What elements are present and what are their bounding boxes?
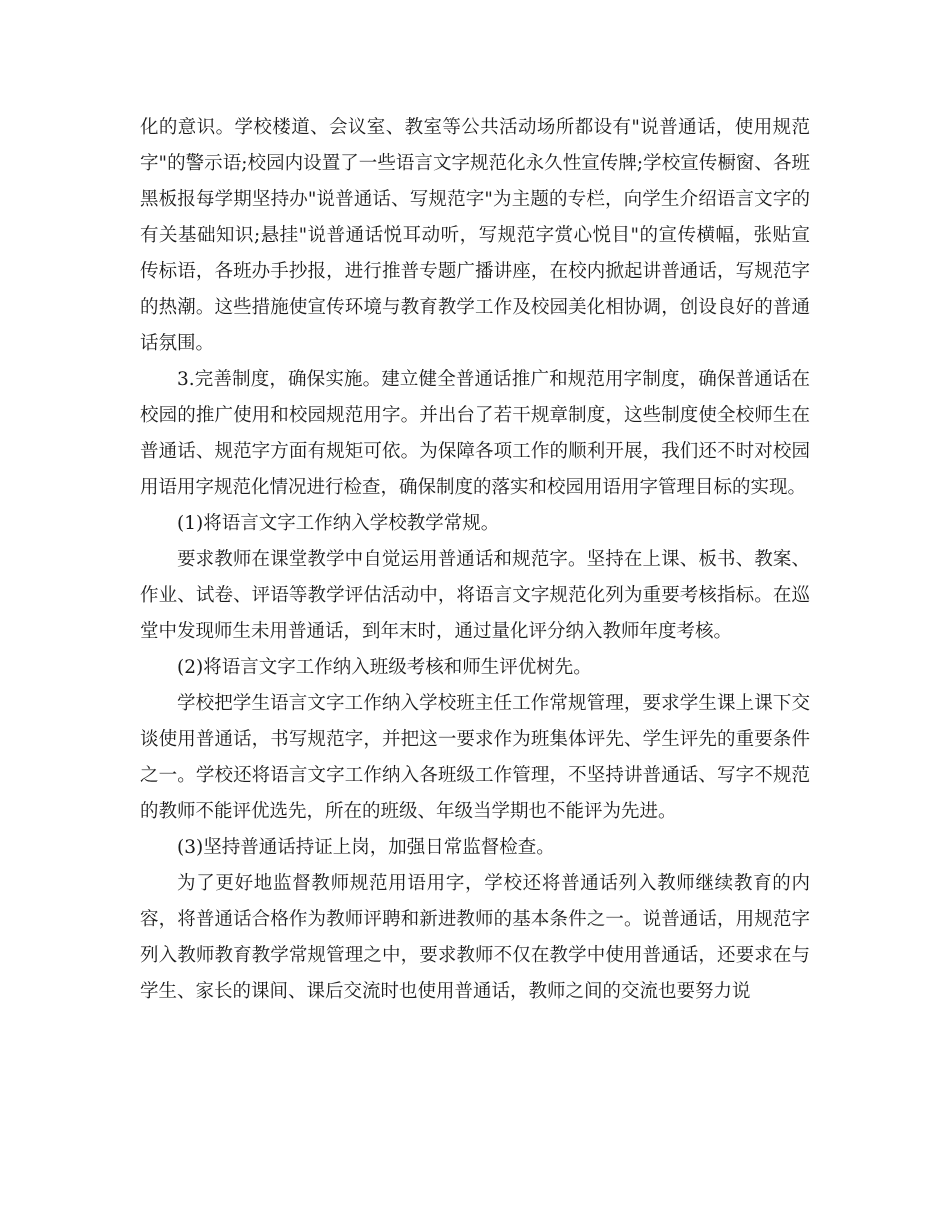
subheading-class-assessment: (2)将语言文字工作纳入班级考核和师生评优树先。 [177, 657, 592, 678]
paragraph-supervision: 为了更好地监督教师规范用语用字，学校还将普通话列入教师继续教育的内容，将普通话合格作为教师评聘和新进教师的基本条件之一。说普通话，用规范字列入教师教育教学常规管理之中，要求教师不仅在教学中使用普通话，还要求在与学生、家长的课间、课后交流时也使用普通话，教师之间的交流也要努力说 [140, 873, 810, 1002]
document-page [140, 110, 810, 1010]
subheading-teaching-routine: (1)将语言文字工作纳入学校教学常规。 [177, 513, 500, 534]
paragraph-improve-system: 3.完善制度，确保实施。建立健全普通话推广和规范用字制度，确保普通话在校园的推广使用和校园规范用字。并出台了若干规章制度，这些制度使全校师生在普通话、规范字方面有规矩可依。为保障各项工作的顺利开展，我们还不时对校园用语用字规范化情况进行检查，确保制度的落实和校园用语用字管理目标的实现。 [140, 369, 810, 498]
paragraph-teacher-requirements: 要求教师在课堂教学中自觉运用普通话和规范字。坚持在上课、板书、教案、作业、试卷、评语等教学评估活动中，将语言文字规范化列为重要考核指标。在巡堂中发现师生未用普通话，到年末时，通过量化评分纳入教师年度考核。 [140, 549, 810, 642]
paragraph-student-management: 学校把学生语言文字工作纳入学校班主任工作常规管理，要求学生课上课下交谈使用普通话，书写规范字，并把这一要求作为班集体评先、学生评先的重要条件之一。学校还将语言文字工作纳入各班级工作管理，不坚持讲普通话、写字不规范的教师不能评优选先，所在的班级、年级当学期也不能评为先进。 [140, 693, 810, 822]
subheading-certification: (3)坚持普通话持证上岗，加强日常监督检查。 [177, 837, 555, 858]
paragraph-promotion-environment: 化的意识。学校楼道、会议室、教室等公共活动场所都设有"说普通话，使用规范字"的警示语;校园内设置了一些语言文字规范化永久性宣传牌;学校宣传橱窗、各班黑板报每学期坚持办"说普通话、写规范字"为主题的专栏，向学生介绍语言文字的有关基础知识;悬挂"说普通话悦耳动听，写规范字赏心悦目"的宣传横幅，张贴宣传标语，各班办手抄报，进行推普专题广播讲座，在校内掀起讲普通话，写规范字的热潮。这些措施使宣传环境与教育教学工作及校园美化相协调，创设良好的普通话氛围。 [140, 117, 810, 354]
